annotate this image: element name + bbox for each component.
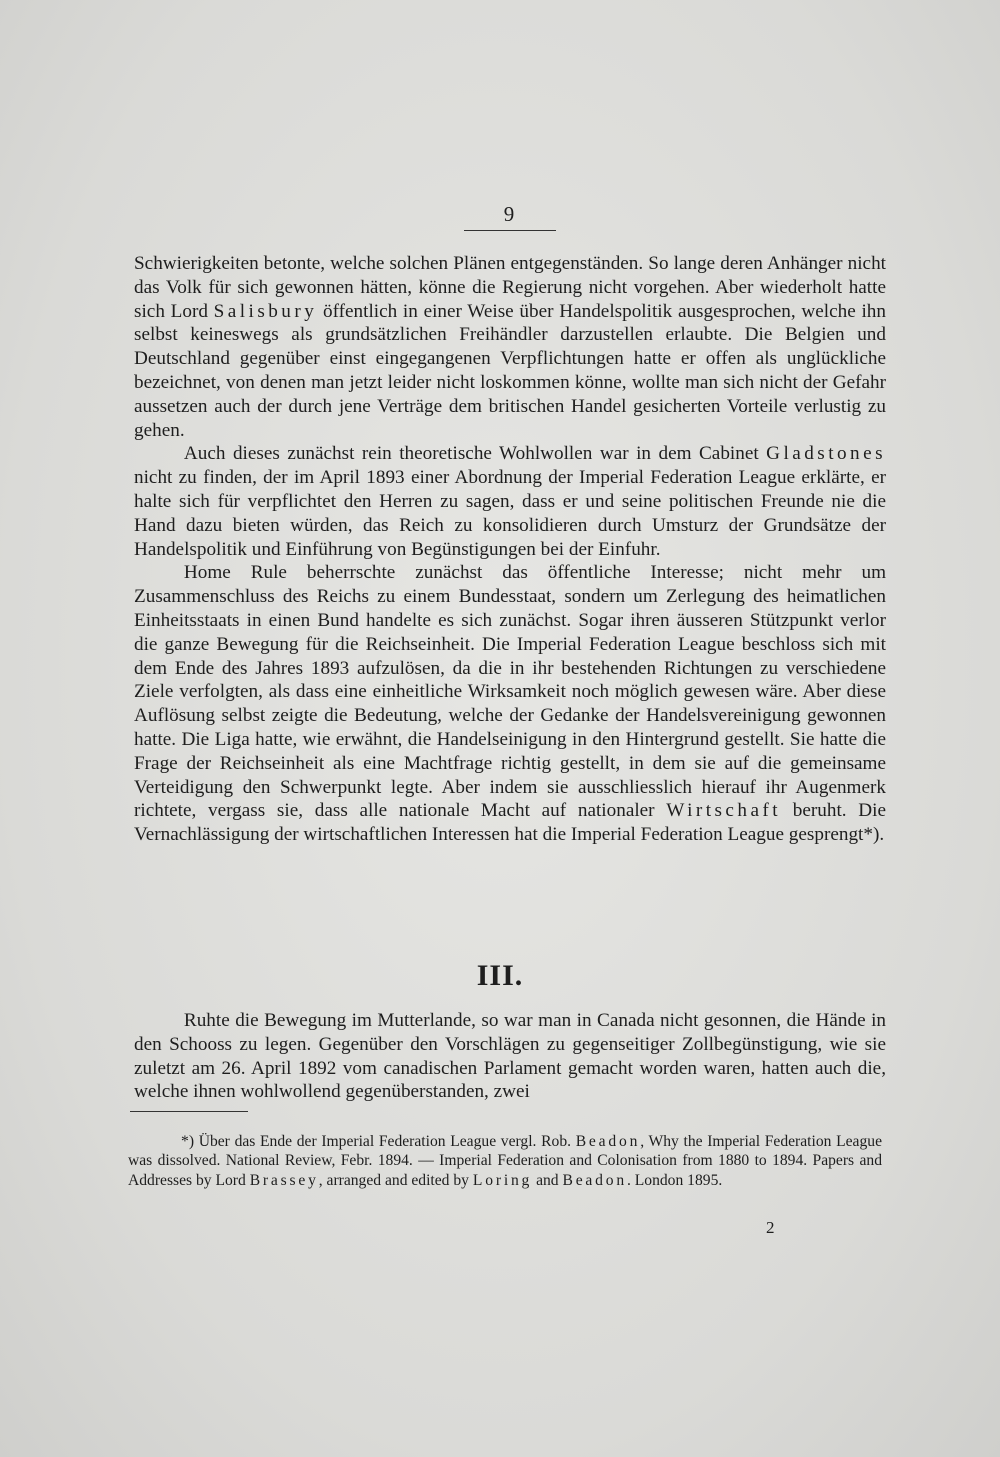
- body-text-lower: [134, 1009, 886, 1104]
- footnote-rule: [130, 1111, 248, 1112]
- paragraph-2-text-b: nicht zu finden, der im April 1893 einer Abordnung der Imperial Federation League erklärte, er halte sich für verpflichtet den Herren zu sagen, dass er und seine politischen Freunde nie die Hand dazu bieten würden, das Reich zu konsolidieren durch Umsturz der Grundsätze der Handelspolitik und Einführung von Begünstigungen bei der Einfuhr.: [134, 467, 886, 560]
- footnote-name-loring: Loring: [472, 1171, 533, 1189]
- footnote-name-brassey: Brassey: [249, 1171, 319, 1189]
- paragraph-3-text-b: beruht. Die Vernachlässigung der wirtschaftlichen Interessen hat die Imperial Federation League gesprengt*).: [134, 800, 886, 846]
- paragraph-4: Ruhte die Bewegung im Mutterlande, so war man in Canada nicht gesonnen, die Hände in den Schooss zu legen. Gegenüber den Vorschlägen zu gegenseitiger Zollbegünstigung, wie sie zuletzt am 26. April 1892 vom canadischen Parlament gemacht worden waren, hatten auch die, welche ihnen wohlwollend gegenüberstanden, zwei: [134, 1010, 886, 1103]
- page-number: 9: [503, 202, 515, 226]
- name-salisbury: Salisbury: [213, 300, 318, 322]
- paragraph-3-text-a: Home Rule beherrschte zunächst das öffentliche Interesse; nicht mehr um Zusammenschluss des Reichs zu einem Bundesstaat, sondern um Zerlegung des heimatlichen Einheitsstaats in einen Bund handelte es sich zunächst. Sogar ihren äusseren Stützpunkt verlor die ganze Bewegung für die Reichseinheit. Die Imperial Federation League beschloss sich mit dem Ende des Jahres 1893 aufzulösen, da die in ihr bestehenden Richtungen zu verschiedene Ziele verfolgten, als dass eine einheitliche Wirksamkeit noch möglich gewesen wäre. Aber diese Auflösung selbst zeigte die Bedeutung, welche der Gedanke der Handelsvereinigung gewonnen hatte. Die Liga hatte, wie erwähnt, die Handelseinigung in den Hintergrund gestellt. Sie hatte die Frage der Reichseinheit als eine Machtfrage richtig gestellt, in dem sie auf die gemeinsame Verteidigung den Schwerpunkt legte. Aber indem sie ausschliesslich hierauf ihr Augenmerk richtete, vergass sie, dass alle nationale Macht auf nationaler: [134, 562, 886, 822]
- section-heading: III.: [476, 959, 524, 992]
- footnote-text-e: . London 1895.: [626, 1171, 723, 1189]
- paragraph-1-text-b: öffentlich in einer Weise über Handelspolitik ausgesprochen, welche ihn selbst keineswegs als grundsätzlichen Freihändler darzustellen erlaubte. Die Belgien und Deutschland gegenüber einst eingegangenen Verpflichtungen hatte er offen als unglückliche bezeichnet, von denen man jetzt leider nicht loskommen könne, wollte man sich nicht der Gefahr aussetzen auch der durch jene Verträge dem britischen Handel gesicherten Vorteile verlustig zu gehen.: [134, 300, 886, 441]
- signature-mark: 2: [766, 1218, 775, 1237]
- paragraph-2-text-a: Auch dieses zunächst rein theoretische Wohlwollen war in dem Cabinet: [183, 443, 767, 465]
- footnote-text-a: *) Über das Ende der Imperial Federation League vergl. Rob.: [181, 1133, 576, 1150]
- footnote: [128, 1132, 882, 1190]
- paragraph-3: [134, 561, 886, 847]
- footnote-text-b: , Why the Imperial Federation League was dissolved. National Review, Febr. 1894. — Imperial Federation and Colonisation from 1880 to 1894. Papers and Addresses by Lord: [128, 1133, 882, 1189]
- footnote-text-c: , arranged and edited by: [318, 1171, 473, 1189]
- paragraph-2: [134, 442, 886, 561]
- body-text-upper: [134, 252, 886, 847]
- emphasis-wirtschaft: Wirtschaft: [666, 800, 782, 822]
- footnote-name-beadon-2: Beadon: [562, 1171, 627, 1189]
- paragraph-1: [134, 252, 886, 442]
- name-gladstones: Gladstones: [766, 443, 886, 465]
- footnote-text-d: and: [532, 1171, 563, 1189]
- page-number-rule: [464, 230, 556, 231]
- footnote-name-beadon: Beadon: [575, 1133, 641, 1150]
- paragraph-1-text-a: Schwierigkeiten betonte, welche solchen Plänen entgegenständen. So lange deren Anhänger nicht das Volk für sich gewonnen hätten, könne die Regierung nicht vorgehen. Aber wiederholt hatte sich Lord: [134, 253, 886, 322]
